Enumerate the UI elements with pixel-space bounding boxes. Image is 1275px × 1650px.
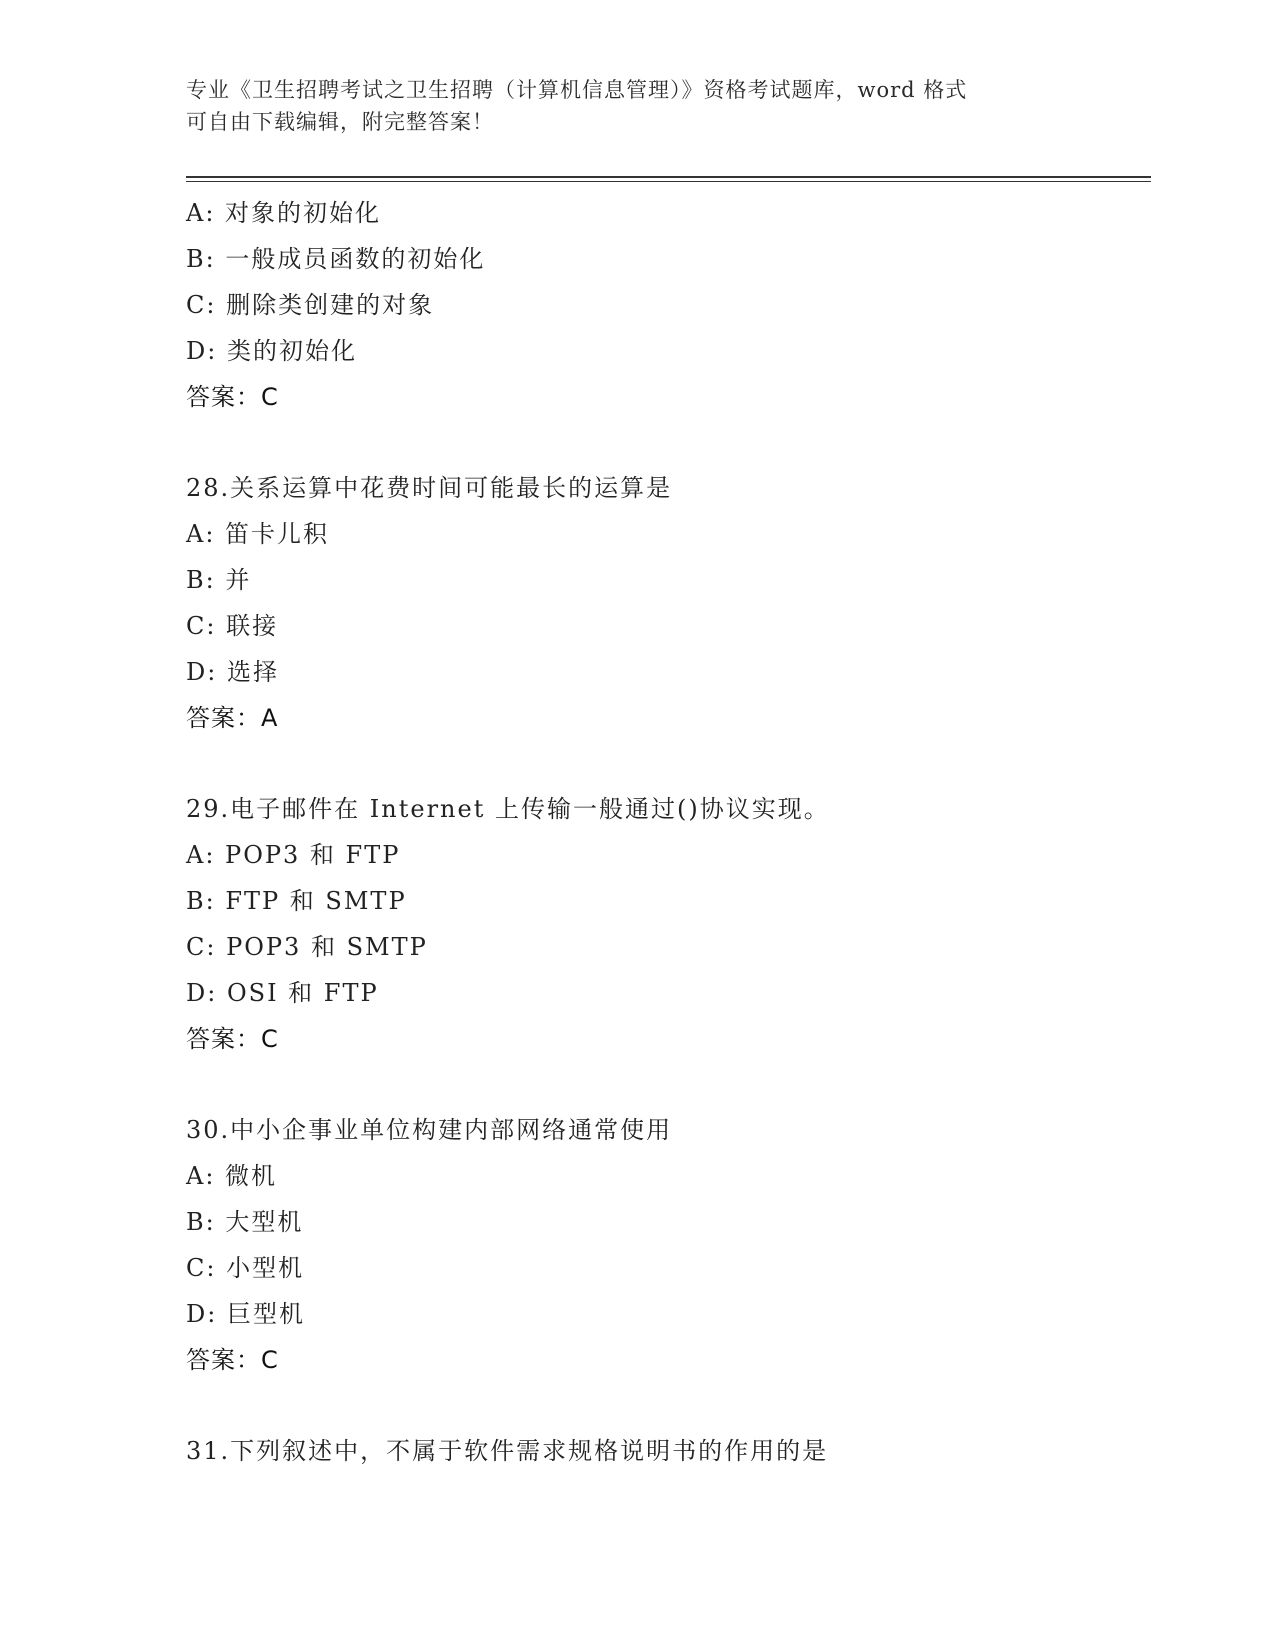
header-divider-thin <box>186 181 1151 182</box>
option-a: A: POP3 和 FTP <box>186 841 401 869</box>
spacer <box>186 741 1151 786</box>
option-d: D: OSI 和 FTP <box>186 979 379 1007</box>
answer-line: 答案：A <box>186 704 279 732</box>
question-text: 31.下列叙述中，不属于软件需求规格说明书的作用的是 <box>186 1437 829 1465</box>
option-c: C: 小型机 <box>186 1254 305 1282</box>
answer-line: 答案：C <box>186 1025 279 1053</box>
option-a: A: 微机 <box>186 1162 278 1190</box>
question-block <box>186 190 1151 420</box>
option-b: B: 一般成员函数的初始化 <box>186 245 486 273</box>
option-a: A: 对象的初始化 <box>186 199 382 227</box>
spacer <box>186 1383 1151 1428</box>
question-text: 28.关系运算中花费时间可能最长的运算是 <box>186 474 673 502</box>
option-c: C: 删除类创建的对象 <box>186 291 435 319</box>
document-header <box>186 74 1086 138</box>
spacer <box>186 1062 1151 1107</box>
option-c: C: 联接 <box>186 612 279 640</box>
question-text: 29.电子邮件在 Internet 上传输一般通过()协议实现。 <box>186 795 830 823</box>
answer-line: 答案：C <box>186 1346 279 1374</box>
spacer <box>186 420 1151 465</box>
header-line-2: 可自由下载编辑，附完整答案！ <box>186 110 494 134</box>
option-b: B: FTP 和 SMTP <box>186 887 407 915</box>
option-b: B: 并 <box>186 566 252 594</box>
question-text: 30.中小企事业单位构建内部网络通常使用 <box>186 1116 673 1144</box>
question-list <box>186 190 1151 1474</box>
answer-line: 答案：C <box>186 383 279 411</box>
option-a: A: 笛卡儿积 <box>186 520 330 548</box>
header-divider-thick <box>186 176 1151 178</box>
question-block <box>186 786 1151 1062</box>
question-block <box>186 1107 1151 1383</box>
header-line-1: 专业《卫生招聘考试之卫生招聘（计算机信息管理）》资格考试题库，word 格式 <box>186 78 968 102</box>
question-block <box>186 465 1151 741</box>
option-b: B: 大型机 <box>186 1208 304 1236</box>
option-d: D: 巨型机 <box>186 1300 305 1328</box>
question-block <box>186 1428 1151 1474</box>
option-d: D: 类的初始化 <box>186 337 357 365</box>
option-d: D: 选择 <box>186 658 279 686</box>
option-c: C: POP3 和 SMTP <box>186 933 428 961</box>
